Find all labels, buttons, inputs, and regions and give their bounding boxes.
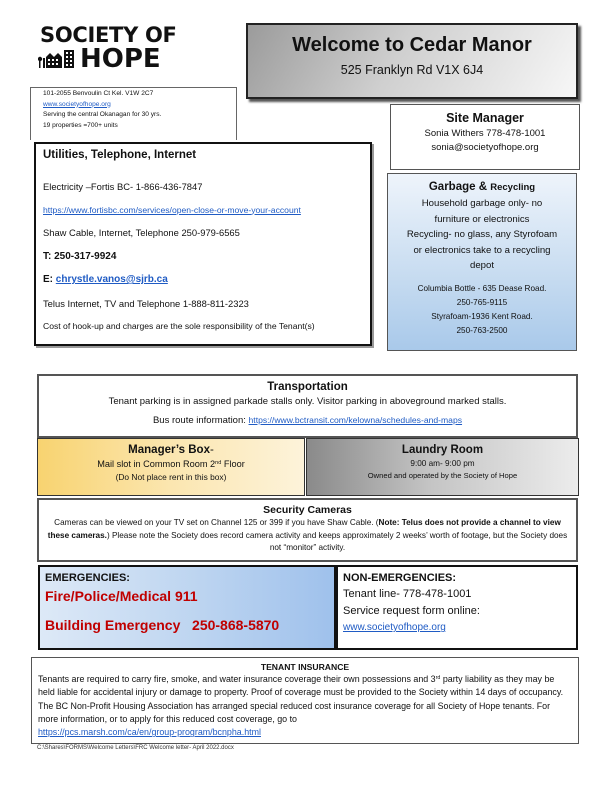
org-info-box <box>30 87 237 140</box>
page-title: Welcome to Cedar Manor <box>292 34 532 56</box>
cost-note: Cost of hook-up and charges are the sole responsibility of the Tenant(s) <box>43 321 315 331</box>
org-properties: 19 properties =700+ units <box>43 121 118 129</box>
insurance-text: Tenants are required to carry fire, smoke, and water insurance coverage their own possessions and 3rd party liability as they may be held liable for accidental injury or damage to property. Proof of coverage must be provided to the Society within 14 days of occupancy. The BC Non-Profit Housing Association has arranged special reduced cost insurance coverage for all Society of Hope tenants. For more information, or to apply for this reduced cost coverage, go to https://pcs.marsh.com/ca/en/group-program/bcnpha.html <box>38 674 564 738</box>
emergencies-box <box>38 565 336 650</box>
logo-line-1: SOCIETY OF <box>40 23 177 47</box>
transportation-heading: Transportation <box>267 381 348 393</box>
shaw-email-link[interactable]: chrystle.vanos@sjrb.ca <box>55 274 168 285</box>
insurance-heading: TENANT INSURANCE <box>260 662 350 672</box>
laundry-room-panel <box>306 438 579 496</box>
garbage-heading: Garbage & Recycling <box>428 181 536 193</box>
electricity-line: Electricity –Fortis BC- 1-866-436-7847 <box>43 181 203 192</box>
emergency-911: Fire/Police/Medical 911 <box>45 588 198 604</box>
non-emergencies-heading: NON-EMERGENCIES: <box>343 572 457 584</box>
depot-line: 250-763-2500 <box>456 325 508 335</box>
managers-box-panel <box>37 438 305 496</box>
security-heading: Security Cameras <box>263 504 352 516</box>
laundry-heading: Laundry Room <box>401 444 484 456</box>
laundry-hours: 9:00 am- 9:00 pm <box>410 459 475 468</box>
utilities-heading: Utilities, Telephone, Internet <box>43 149 197 161</box>
garbage-recycling-box <box>387 173 577 351</box>
org-website-link[interactable]: www.societyofhope.org <box>43 100 111 108</box>
shaw-line: Shaw Cable, Internet, Telephone 250-979-6565 <box>43 227 240 238</box>
building-address: 525 Franklyn Rd V1X 6J4 <box>340 63 484 77</box>
bus-route-link[interactable]: https://www.bctransit.com/kelowna/schedules-and-maps <box>248 415 463 425</box>
emergencies-heading: EMERGENCIES: <box>45 572 130 584</box>
depot-line: Styrafoam-1936 Kent Road. <box>431 311 533 321</box>
buildings-icon <box>38 49 78 69</box>
site-manager-email: sonia@societyofhope.org <box>431 142 539 153</box>
service-request-label: Service request form online: <box>343 604 480 617</box>
tenant-line: Tenant line- 778-478-1001 <box>343 588 472 600</box>
bus-route-line: Bus route information: https://www.bctransit.com/kelowna/schedules-and-maps <box>152 415 463 426</box>
service-request-link[interactable]: www.societyofhope.org <box>343 622 446 633</box>
non-emergencies-box <box>336 565 578 650</box>
phone-line: T: 250-317-9924 <box>43 250 117 262</box>
mail-slot-info: Mail slot in Common Room 2nd Floor <box>97 459 245 469</box>
recycling-rule: depot <box>469 260 494 271</box>
depot-line: Columbia Bottle - 635 Dease Road. <box>417 283 547 293</box>
fortis-link[interactable]: https://www.fortisbc.com/services/open-close-or-move-your-account <box>43 204 301 215</box>
rent-warning: (Do Not place rent in this box) <box>115 472 227 482</box>
site-manager-contact: Sonia Withers 778-478-1001 <box>424 128 546 139</box>
parking-info: Tenant parking is in assigned parkade stalls only. Visitor parking in aboveground marked stalls. <box>108 396 507 407</box>
logo-line-2: HOPE <box>80 44 161 74</box>
building-emergency-line: Building Emergency 250-868-5870 <box>45 617 280 633</box>
site-manager-heading: Site Manager <box>446 111 524 125</box>
insurance-link[interactable]: https://pcs.marsh.com/ca/en/group-program/bcnpha.html <box>38 727 261 738</box>
security-cameras-box <box>37 498 578 562</box>
managers-box-heading: Manager’s Box- <box>128 444 214 456</box>
org-address: 101-2055 Benvoulin Ct Kel. V1W 2C7 <box>43 90 154 97</box>
utilities-box <box>34 142 372 346</box>
laundry-owner: Owned and operated by the Society of Hope <box>367 471 518 480</box>
org-serving: Serving the central Okanagan for 30 yrs. <box>43 111 162 118</box>
depot-line: 250-765-9115 <box>456 297 508 307</box>
transportation-box <box>37 374 578 438</box>
site-manager-box <box>390 104 580 170</box>
email-line: E: chrystle.vanos@sjrb.ca <box>43 274 168 285</box>
tenant-insurance-box <box>31 657 579 744</box>
telus-line: Telus Internet, TV and Telephone 1-888-811-2323 <box>43 297 249 309</box>
recycling-rule: or electronics take to a recycling <box>413 244 551 256</box>
security-text: Cameras can be viewed on your TV set on Channel 125 or 399 if you have Shaw Cable. (Note: Telus does not provide a channel to view these cameras.) Please note the Society does record camera activity and keeps approximately 2 weeks’ worth of footage, but the Society does not “monitor” activity. <box>47 518 568 552</box>
welcome-banner <box>246 23 578 99</box>
file-path-footer: C:\Shares\FORMS\Welcome Letters\FRC Welcome letter- April 2022.docx <box>37 745 234 751</box>
garbage-rule: Household garbage only- no <box>421 198 543 209</box>
society-of-hope-logo <box>38 24 178 74</box>
recycling-rule: Recycling- no glass, any Styrofoam <box>406 229 558 240</box>
garbage-rule: furniture or electronics <box>434 213 530 225</box>
